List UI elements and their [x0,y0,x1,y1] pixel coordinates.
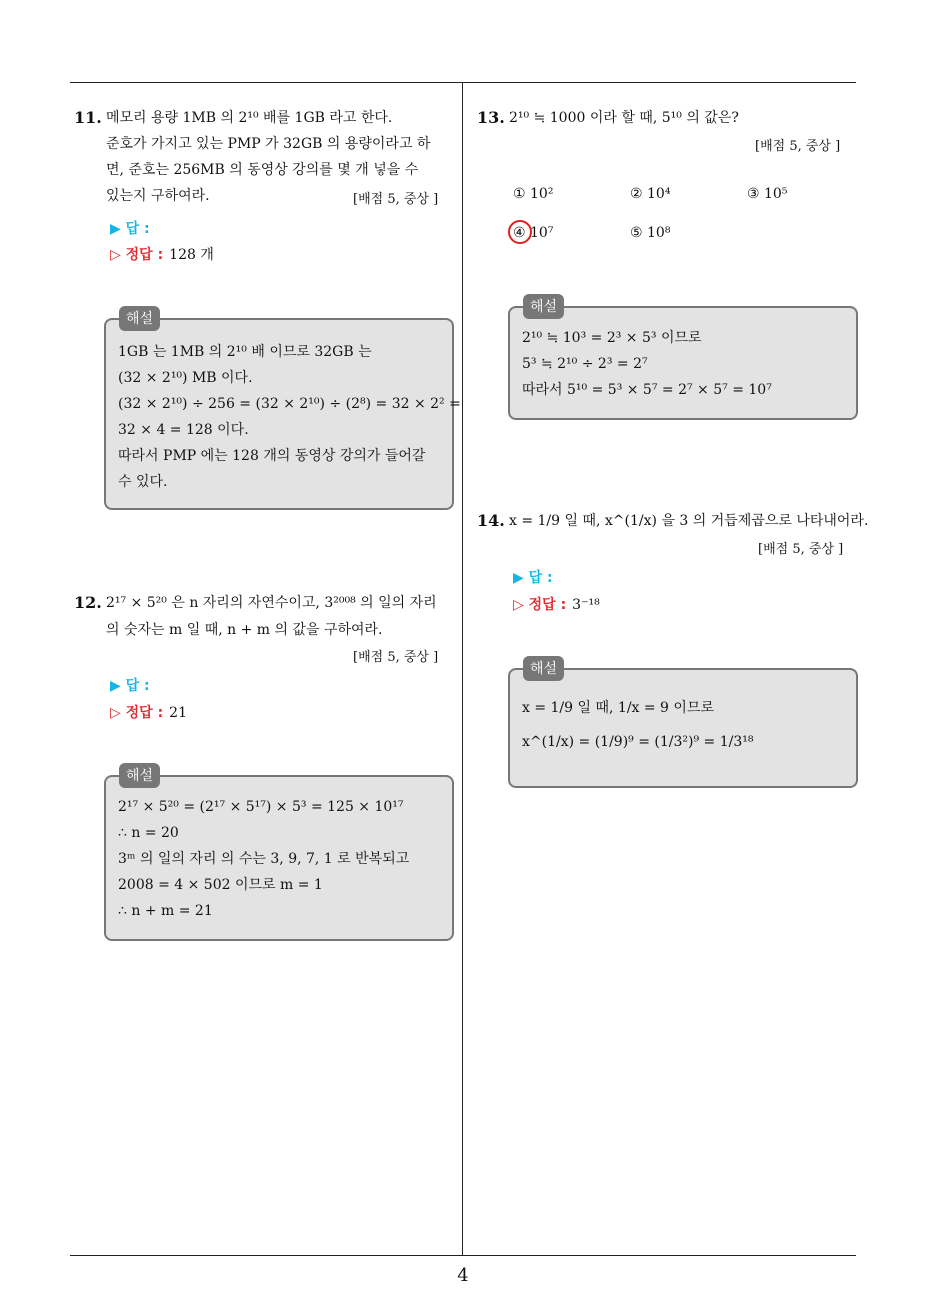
question-text-line: 의 숫자는 m 일 때, n + m 의 값을 구하여라. [106,622,383,638]
correct-answer [110,702,187,722]
correct-answer-label: ▷ 정답 : [110,247,164,263]
explanation-line: 1GB 는 1MB 의 2¹⁰ 배 이므로 32GB 는 [118,344,372,360]
explanation-box [104,318,461,510]
bottom-rule [70,1255,856,1256]
question-number: 13. [477,108,505,127]
correct-answer [110,244,214,264]
question-text-line: x = 1/9 일 때, x^(1/x) 을 3 의 거듭제곱으로 나타내어라. [509,513,869,529]
question-number: 14. [477,511,505,530]
correct-answer-label: ▷ 정답 : [110,705,164,721]
explanation-line: ∴ n + m = 21 [118,903,213,919]
explanation-box [104,775,454,941]
top-rule [70,82,856,83]
choice-1[interactable]: ① 10² [513,186,554,202]
correct-answer-value: 3⁻¹⁸ [572,597,600,613]
explanation-tag: 해설 [119,306,160,331]
correct-answer [513,594,600,614]
answer-label: ▶ 답 : [513,570,553,586]
explanation-line: (32 × 2¹⁰) ÷ 256 = (32 × 2¹⁰) ÷ (2⁸) = 32 × 2² = [118,396,461,412]
score-meta: [배점 5, 중상 ] [758,542,844,557]
explanation-line: 따라서 5¹⁰ = 5³ × 5⁷ = 2⁷ × 5⁷ = 10⁷ [522,382,772,398]
explanation-tag: 해설 [523,294,564,319]
question-text-line: 준호가 가지고 있는 PMP 가 32GB 의 용량이라고 하 [106,136,431,152]
answer-mark-circle [508,220,532,244]
choice-2[interactable]: ② 10⁴ [630,186,671,202]
choice-3[interactable]: ③ 10⁵ [747,186,788,202]
page-number: 4 [457,1265,469,1286]
choice-5[interactable]: ⑤ 10⁸ [630,225,671,241]
correct-answer-value: 21 [169,705,187,721]
explanation-line: 32 × 4 = 128 이다. [118,422,249,438]
explanation-line: 2¹⁷ × 5²⁰ = (2¹⁷ × 5¹⁷) × 5³ = 125 × 10¹⁷ [118,799,404,815]
explanation-line: 2008 = 4 × 502 이므로 m = 1 [118,877,323,893]
explanation-line: 2¹⁰ ≒ 10³ = 2³ × 5³ 이므로 [522,330,702,346]
explanation-line: 수 있다. [118,474,168,490]
explanation-line: 5³ ≒ 2¹⁰ ÷ 2³ = 2⁷ [522,356,648,372]
explanation-box [508,306,858,420]
explanation-line: (32 × 2¹⁰) MB 이다. [118,370,253,386]
score-meta: [배점 5, 중상 ] [353,192,439,207]
question-number: 12. [74,593,102,612]
explanation-tag: 해설 [119,763,160,788]
question-text-line: 면, 준호는 256MB 의 동영상 강의를 몇 개 넣을 수 [106,162,419,178]
explanation-line: ∴ n = 20 [118,825,179,841]
explanation-line: 따라서 PMP 에는 128 개의 동영상 강의가 들어갈 [118,448,426,464]
choice-4[interactable]: ④ 10⁷ [513,225,554,241]
answer-label: ▶ 답 : [110,221,150,237]
correct-answer-value: 128 개 [169,247,214,263]
explanation-box [508,668,858,788]
question-text-line: 메모리 용량 1MB 의 2¹⁰ 배를 1GB 라고 한다. [106,110,393,126]
column-divider [462,83,463,1255]
explanation-line: 3ᵐ 의 일의 자리 의 수는 3, 9, 7, 1 로 반복되고 [118,851,410,867]
explanation-tag: 해설 [523,656,564,681]
question-text-line: 있는지 구하여라. [106,188,210,204]
question-number: 11. [74,108,102,127]
answer-label: ▶ 답 : [110,678,150,694]
explanation-line: x = 1/9 일 때, 1/x = 9 이므로 [522,700,714,716]
explanation-line: x^(1/x) = (1/9)⁹ = (1/3²)⁹ = 1/3¹⁸ [522,734,754,750]
score-meta: [배점 5, 중상 ] [353,650,439,665]
question-text-line: 2¹⁰ ≒ 1000 이라 할 때, 5¹⁰ 의 값은? [509,110,739,126]
score-meta: [배점 5, 중상 ] [755,139,841,154]
correct-answer-label: ▷ 정답 : [513,597,567,613]
question-text-line: 2¹⁷ × 5²⁰ 은 n 자리의 자연수이고, 3²⁰⁰⁸ 의 일의 자리 [106,595,437,611]
